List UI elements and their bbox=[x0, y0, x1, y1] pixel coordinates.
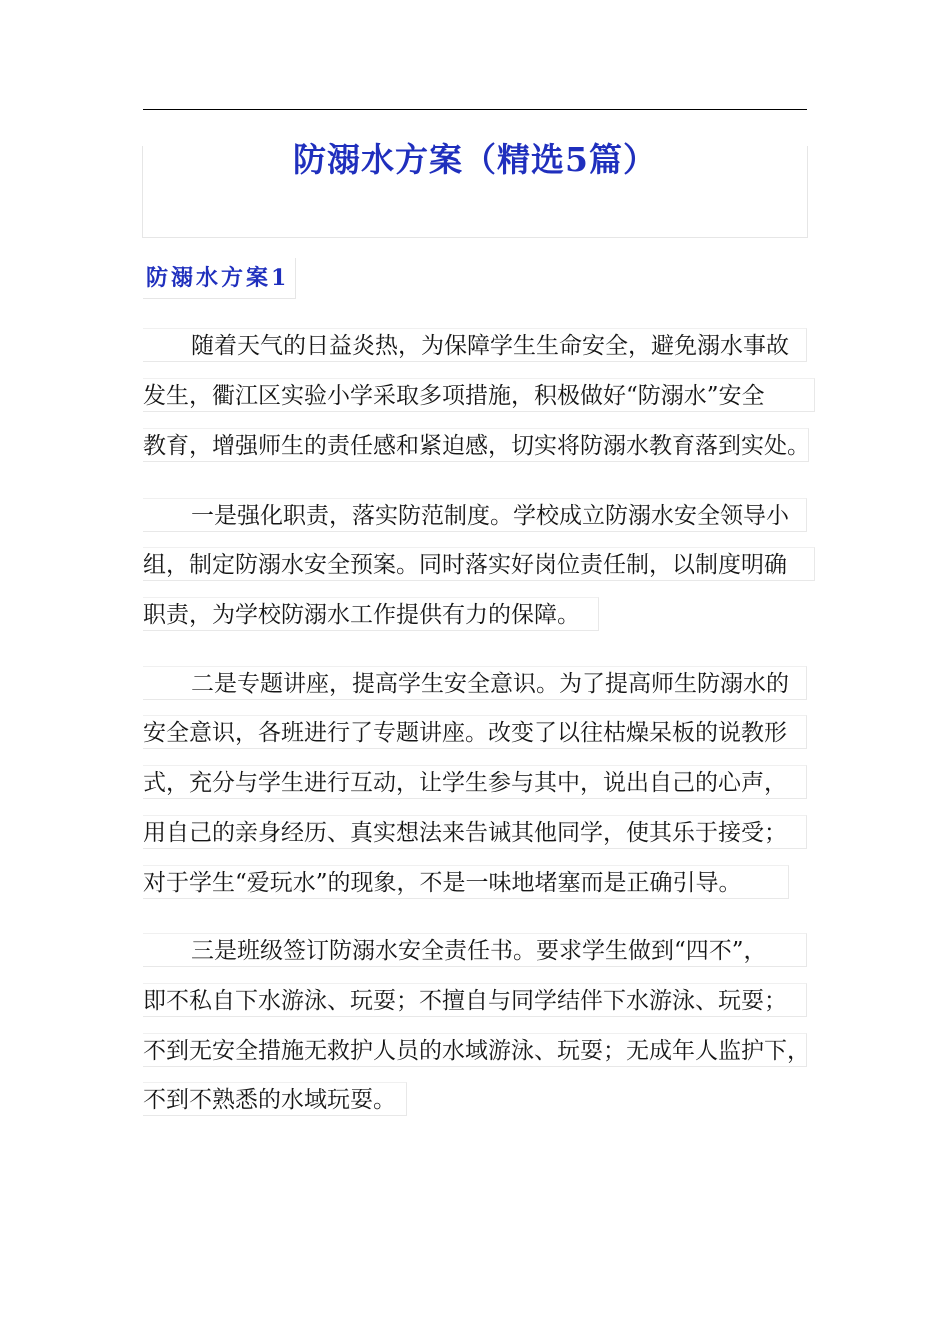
paragraph-1-line-3: 教育，增强师生的责任感和紧迫感，切实将防溺水教育落到实处。 bbox=[143, 428, 809, 462]
paragraph-2-line-3: 职责，为学校防溺水工作提供有力的保障。 bbox=[143, 597, 599, 631]
paragraph-2-line-1: 一是强化职责，落实防范制度。学校成立防溺水安全领导小 bbox=[143, 498, 807, 532]
paragraph-4-line-2: 即不私自下水游泳、玩耍；不擅自与同学结伴下水游泳、玩耍； bbox=[143, 983, 807, 1017]
paragraph-3-line-4: 用自己的亲身经历、真实想法来告诫其他同学，使其乐于接受； bbox=[143, 815, 807, 849]
section-heading: 防溺水方案1 bbox=[143, 258, 296, 299]
paragraph-1-line-2: 发生，衢江区实验小学采取多项措施，积极做好“防溺水”安全 bbox=[143, 378, 815, 412]
paragraph-3-line-2: 安全意识，各班进行了专题讲座。改变了以往枯燥呆板的说教形 bbox=[143, 715, 807, 749]
header-rule bbox=[143, 109, 807, 110]
paragraph-3-line-5: 对于学生“爱玩水”的现象，不是一味地堵塞而是正确引导。 bbox=[143, 865, 789, 899]
paragraph-4-line-1: 三是班级签订防溺水安全责任书。要求学生做到“四不”， bbox=[143, 933, 807, 967]
paragraph-1-line-1: 随着天气的日益炎热，为保障学生生命安全，避免溺水事故 bbox=[143, 328, 807, 362]
paragraph-4-line-3: 不到无安全措施无救护人员的水域游泳、玩耍；无成年人监护下， bbox=[143, 1033, 807, 1067]
paragraph-3-line-3: 式，充分与学生进行互动，让学生参与其中，说出自己的心声， bbox=[143, 765, 807, 799]
paragraph-4-line-4: 不到不熟悉的水域玩耍。 bbox=[143, 1082, 407, 1116]
paragraph-2-line-2: 组，制定防溺水安全预案。同时落实好岗位责任制，以制度明确 bbox=[143, 547, 815, 581]
paragraph-3-line-1: 二是专题讲座，提高学生安全意识。为了提高师生防溺水的 bbox=[143, 666, 807, 700]
document-title: 防溺水方案（精选5篇） bbox=[293, 140, 657, 179]
